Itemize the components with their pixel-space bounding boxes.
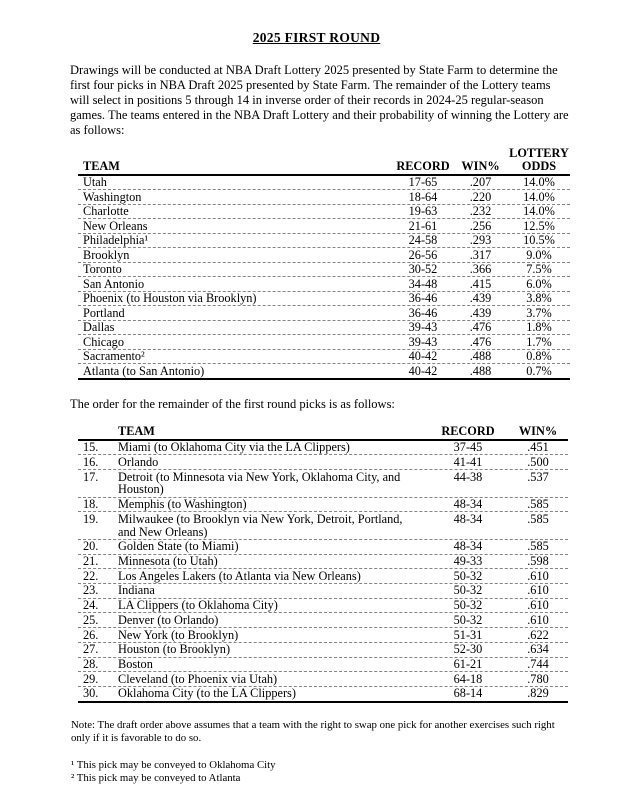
table-row (78, 234, 570, 248)
pick-number-cell: 20. (83, 539, 99, 554)
record-cell: 50-32 (453, 612, 483, 627)
table-row (78, 306, 570, 320)
pick-number-cell: 28. (83, 656, 99, 671)
win-cell: .439 (469, 305, 492, 320)
odds-cell: 7.5% (526, 262, 552, 277)
win-cell: .207 (469, 175, 492, 190)
pick-number-cell: 16. (83, 454, 99, 469)
pick-number-cell: 24. (83, 598, 99, 613)
odds-cell: 12.5% (523, 218, 555, 233)
record-cell: 49-33 (453, 554, 483, 569)
odds-cell: 1.8% (526, 320, 552, 335)
odds-cell: 14.0% (523, 204, 555, 219)
team-cell: Golden State (to Miami) (118, 539, 239, 554)
table-row (78, 205, 570, 219)
team-cell: Los Angeles Lakers (to Atlanta via New Orleans) (118, 568, 361, 583)
record-cell: 52-30 (453, 642, 483, 657)
record-cell: 41-41 (453, 454, 483, 469)
record-cell: 26-56 (408, 247, 438, 262)
odds-cell: 9.0% (526, 247, 552, 262)
team-cell: Memphis (to Washington) (118, 497, 247, 512)
team-cell: Brooklyn (83, 247, 130, 262)
win-cell: .622 (527, 627, 549, 642)
header-spacer (78, 425, 118, 438)
record-cell: 40-42 (408, 363, 438, 378)
footnotes (71, 759, 575, 786)
pick-number-cell: 26. (83, 627, 99, 642)
lottery-table-header (78, 147, 570, 176)
team-cell: Indiana (118, 583, 155, 598)
header-team: TEAM (118, 423, 155, 438)
team-cell: Orlando (118, 454, 159, 469)
win-cell: .744 (527, 656, 549, 671)
table-row (78, 672, 568, 687)
odds-cell: 3.8% (526, 291, 552, 306)
table-row (78, 512, 568, 540)
intro-paragraph: Drawings will be conducted at NBA Draft Lottery 2025 presented by State Farm to determine the first four picks in NBA Draft 2025 presented by State Farm. The remainder of the Lottery teams will select in positions 5 through 14 in inverse order of their records in 2024-25 regular-season games. The teams entered in the NBA Draft Lottery and their probability of winning the Lottery are as follows: (70, 63, 569, 137)
order-intro-paragraph: The order for the remainder of the first round picks is as follows: (70, 396, 395, 411)
pick-number-cell: 23. (83, 583, 99, 598)
team-cell: Cleveland (to Phoenix via Utah) (118, 671, 278, 686)
pick-number-cell: 25. (83, 612, 99, 627)
win-cell: .610 (527, 612, 549, 627)
footnote-1: ¹ This pick may be conveyed to Oklahoma City (71, 758, 276, 771)
odds-cell: 3.7% (526, 305, 552, 320)
odds-cell: 14.0% (523, 189, 555, 204)
win-cell: .610 (527, 598, 549, 613)
page-title-text: 2025 FIRST ROUND (252, 30, 381, 45)
team-cell: Milwaukee (to Brooklyn via New York, Detroit, Portland, and New Orleans) (118, 511, 403, 539)
header-record: RECORD (441, 423, 495, 438)
table-row (78, 277, 570, 291)
table-row (78, 628, 568, 643)
win-cell: .476 (469, 334, 492, 349)
pick-number-cell: 27. (83, 642, 99, 657)
table-row (78, 658, 568, 673)
page-title (0, 0, 633, 46)
team-cell: Portland (83, 305, 125, 320)
record-cell: 50-32 (453, 583, 483, 598)
table-row (78, 613, 568, 628)
record-cell: 48-34 (453, 539, 483, 554)
team-cell: Atlanta (to San Antonio) (83, 363, 205, 378)
team-cell: LA Clippers (to Oklahoma City) (118, 598, 278, 613)
team-cell: Utah (83, 175, 107, 190)
team-cell: Miami (to Oklahoma City via the LA Clippers) (118, 440, 350, 455)
odds-cell: 6.0% (526, 276, 552, 291)
footnote-2: ² This pick may be conveyed to Atlanta (71, 772, 241, 785)
table-row (78, 470, 568, 498)
win-cell: .500 (527, 454, 549, 469)
odds-cell: 14.0% (523, 175, 555, 190)
record-cell: 17-65 (408, 175, 438, 190)
table-row (78, 569, 568, 584)
win-cell: .610 (527, 568, 549, 583)
win-cell: .476 (469, 320, 492, 335)
table-row (78, 555, 568, 570)
table-row (78, 335, 570, 349)
table-row (78, 263, 570, 277)
win-cell: .610 (527, 583, 549, 598)
table-row (78, 176, 570, 190)
win-cell: .488 (469, 363, 492, 378)
header-win: WIN% (461, 159, 500, 173)
table-row (78, 350, 570, 364)
win-cell: .585 (527, 511, 549, 526)
record-cell: 21-61 (408, 218, 438, 233)
record-cell: 30-52 (408, 262, 438, 277)
header-record: RECORD (396, 159, 450, 173)
table-row (78, 540, 568, 555)
team-cell: Minnesota (to Utah) (118, 554, 218, 569)
win-cell: .317 (469, 247, 492, 262)
win-cell: .451 (527, 440, 549, 455)
record-cell: 36-46 (408, 291, 438, 306)
team-cell: Washington (83, 189, 142, 204)
table-row (78, 364, 570, 379)
record-cell: 44-38 (453, 469, 483, 484)
team-cell: Detroit (to Minnesota via New York, Oklahoma City, and Houston) (118, 469, 401, 497)
team-cell: Phoenix (to Houston via Brooklyn) (83, 291, 257, 306)
table-row (78, 643, 568, 658)
record-cell: 50-32 (453, 598, 483, 613)
pick-number-cell: 29. (83, 671, 99, 686)
win-cell: .366 (469, 262, 492, 277)
win-cell: .439 (469, 291, 492, 306)
pick-number-cell: 22. (83, 568, 99, 583)
win-cell: .585 (527, 497, 549, 512)
win-cell: .220 (469, 189, 492, 204)
order-table-header (78, 425, 568, 441)
odds-cell: 0.7% (526, 363, 552, 378)
win-cell: .488 (469, 349, 492, 364)
record-cell: 48-34 (453, 511, 483, 526)
team-cell: Boston (118, 656, 153, 671)
record-cell: 37-45 (453, 440, 483, 455)
record-cell: 39-43 (408, 320, 438, 335)
pick-number-cell: 18. (83, 497, 99, 512)
table-row (78, 441, 568, 456)
win-cell: .415 (469, 276, 492, 291)
team-cell: Toronto (83, 262, 122, 277)
team-cell: Charlotte (83, 204, 129, 219)
win-cell: .293 (469, 233, 492, 248)
win-cell: .780 (527, 671, 549, 686)
lottery-table (78, 147, 570, 380)
win-cell: .537 (527, 469, 549, 484)
table-row (78, 584, 568, 599)
record-cell: 51-31 (453, 627, 483, 642)
table-row (78, 599, 568, 614)
pick-number-cell: 21. (83, 554, 99, 569)
team-cell: Houston (to Brooklyn) (118, 642, 231, 657)
table-row (78, 190, 570, 204)
team-cell: New Orleans (83, 218, 148, 233)
table-row (78, 321, 570, 335)
win-cell: .585 (527, 539, 549, 554)
header-odds: ODDS (521, 159, 557, 173)
odds-cell: 1.7% (526, 334, 552, 349)
table-row (78, 455, 568, 470)
table-row (78, 248, 570, 262)
win-cell: .232 (469, 204, 492, 219)
pick-number-cell: 17. (83, 469, 99, 484)
pick-number-cell: 19. (83, 511, 99, 526)
record-cell: 36-46 (408, 305, 438, 320)
team-cell: Dallas (83, 320, 115, 335)
team-cell: New York (to Brooklyn) (118, 627, 239, 642)
record-cell: 18-64 (408, 189, 438, 204)
pick-number-cell: 15. (83, 440, 99, 455)
record-cell: 34-48 (408, 276, 438, 291)
team-cell: Sacramento² (83, 349, 145, 364)
team-cell: Oklahoma City (to the LA Clippers) (118, 686, 296, 701)
record-cell: 39-43 (408, 334, 438, 349)
win-cell: .598 (527, 554, 549, 569)
order-table (78, 425, 568, 703)
header-win: WIN% (518, 423, 558, 438)
odds-cell: 10.5% (523, 233, 555, 248)
record-cell: 40-42 (408, 349, 438, 364)
record-cell: 48-34 (453, 497, 483, 512)
record-cell: 64-18 (453, 671, 483, 686)
header-lottery: LOTTERY (509, 146, 569, 160)
record-cell: 24-58 (408, 233, 438, 248)
record-cell: 19-63 (408, 204, 438, 219)
table-row (78, 219, 570, 233)
note-paragraph: Note: The draft order above assumes that a team with the right to swap one pick for another exercises such right only if it is favorable to do so. (71, 718, 555, 745)
table-row (78, 292, 570, 306)
team-cell: San Antonio (83, 276, 145, 291)
table-row (78, 687, 568, 703)
pick-number-cell: 30. (83, 686, 99, 701)
header-lottery-odds (508, 147, 570, 173)
win-cell: .829 (527, 686, 549, 701)
record-cell: 68-14 (453, 686, 483, 701)
table-row (78, 498, 568, 513)
team-cell: Chicago (83, 334, 124, 349)
record-cell: 50-32 (453, 568, 483, 583)
team-cell: Philadelphia¹ (83, 233, 149, 248)
record-cell: 61-21 (453, 656, 483, 671)
header-team: TEAM (83, 159, 120, 173)
win-cell: .634 (527, 642, 549, 657)
odds-cell: 0.8% (526, 349, 552, 364)
team-cell: Denver (to Orlando) (118, 612, 219, 627)
win-cell: .256 (469, 218, 492, 233)
